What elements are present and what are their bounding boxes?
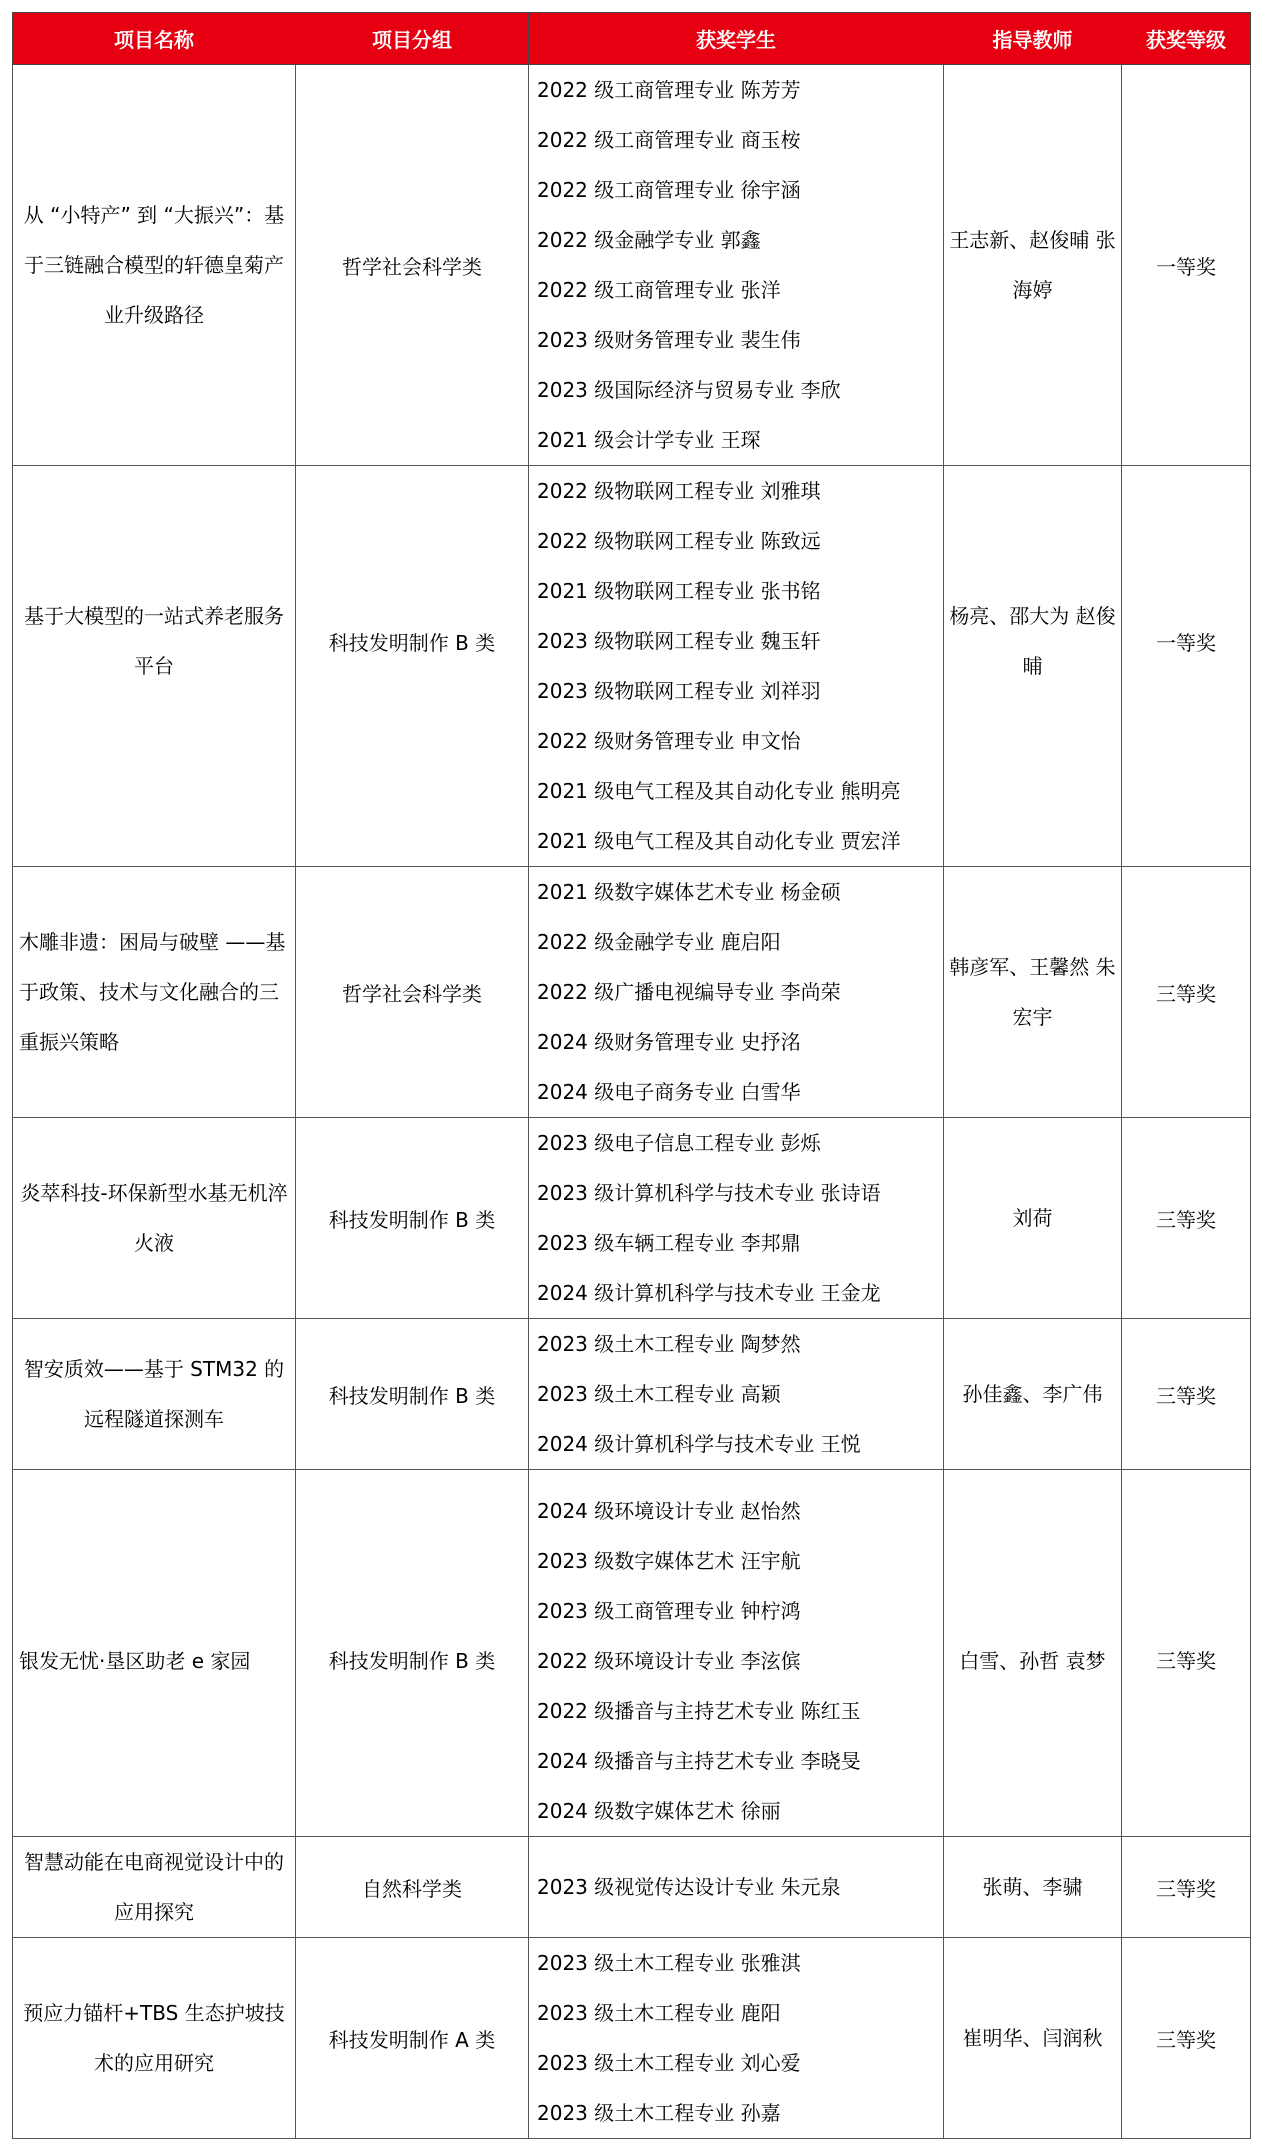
student: 2023 级土木工程专业 高颖 [537, 1382, 781, 1406]
table-row [13, 1470, 1251, 1637]
student: 2022 级工商管理专业 徐宇涵 [537, 178, 801, 202]
empty-cell [1122, 1470, 1251, 1637]
student: 2021 级电气工程及其自动化专业 熊明亮 [537, 779, 901, 803]
awards-table-container [12, 12, 1250, 2139]
table-row-continuation [13, 816, 1251, 867]
teacher: 崔明华、闫润秋 [944, 1938, 1122, 2139]
student: 2022 级广播电视编导专业 李尚荣 [537, 980, 841, 1004]
project-group: 科技发明制作 B 类 [296, 1636, 529, 1837]
student: 2023 级物联网工程专业 魏玉轩 [537, 629, 821, 653]
project-name: 炎萃科技-环保新型水基无机淬火液 [13, 1118, 296, 1319]
student: 2022 级工商管理专业 张洋 [537, 278, 781, 302]
student: 2023 级工商管理专业 钟柠鸿 [537, 1599, 801, 1623]
student: 2022 级工商管理专业 陈芳芳 [537, 78, 801, 102]
student: 2022 级物联网工程专业 刘雅琪 [537, 479, 821, 503]
project-group: 哲学社会科学类 [296, 65, 529, 466]
table-row [13, 1118, 1251, 1319]
students-cell [529, 1938, 944, 2139]
award-level: 三等奖 [1122, 1938, 1251, 2139]
student: 2024 级电子商务专业 白雪华 [537, 1080, 801, 1104]
student: 2023 级财务管理专业 裴生伟 [537, 328, 801, 352]
student: 2024 级环境设计专业 赵怡然 [537, 1499, 801, 1523]
student: 2024 级计算机科学与技术专业 王金龙 [537, 1281, 881, 1305]
student: 2021 级物联网工程专业 张书铭 [537, 579, 821, 603]
student: 2024 级计算机科学与技术专业 王悦 [537, 1432, 861, 1456]
students-cell [529, 466, 944, 817]
award-level: 三等奖 [1122, 867, 1251, 1118]
table-row [13, 466, 1251, 817]
project-name: 木雕非遗：困局与破壁 ——基于政策、技术与文化融合的三重振兴策略 [13, 867, 296, 1118]
award-level: 一等奖 [1122, 466, 1251, 817]
student: 2023 级土木工程专业 刘心爱 [537, 2051, 801, 2075]
project-group: 科技发明制作 B 类 [296, 466, 529, 817]
header-award-level: 获奖等级 [1122, 13, 1251, 65]
header-row [13, 13, 1251, 65]
table-row [13, 867, 1251, 1118]
project-group: 科技发明制作 B 类 [296, 1118, 529, 1319]
teacher: 白雪、孙哲 袁梦 [944, 1636, 1122, 1837]
award-level: 一等奖 [1122, 65, 1251, 466]
student: 2023 级国际经济与贸易专业 李欣 [537, 378, 841, 402]
student: 2021 级数字媒体艺术专业 杨金硕 [537, 880, 841, 904]
teacher: 孙佳鑫、李广伟 [944, 1319, 1122, 1470]
student: 2022 级物联网工程专业 陈致远 [537, 529, 821, 553]
teacher: 韩彦军、王馨然 朱宏宇 [944, 867, 1122, 1118]
student: 2023 级计算机科学与技术专业 张诗语 [537, 1181, 881, 1205]
header-project-name: 项目名称 [13, 13, 296, 65]
table-row [13, 1938, 1251, 2139]
project-name: 基于大模型的一站式养老服务平台 [13, 466, 296, 817]
student: 2021 级电气工程及其自动化专业 贾宏洋 [537, 829, 901, 853]
project-group: 哲学社会科学类 [296, 867, 529, 1118]
student: 2023 级土木工程专业 陶梦然 [537, 1332, 801, 1356]
student: 2023 级土木工程专业 鹿阳 [537, 2001, 781, 2025]
awards-table [12, 12, 1251, 2139]
empty-cell [296, 1470, 529, 1637]
teacher: 张萌、李骕 [944, 1837, 1122, 1938]
student: 2024 级播音与主持艺术专业 李晓旻 [537, 1749, 861, 1773]
table-row [13, 1319, 1251, 1470]
students-cell [529, 1118, 944, 1319]
empty-cell [944, 816, 1122, 867]
empty-cell [296, 816, 529, 867]
header-students: 获奖学生 [529, 13, 944, 65]
project-group: 科技发明制作 A 类 [296, 1938, 529, 2139]
empty-cell [944, 1470, 1122, 1637]
table-row-continuation [13, 1636, 1251, 1837]
student: 2023 级土木工程专业 张雅淇 [537, 1951, 801, 1975]
students-cell [529, 1470, 944, 1637]
project-group: 自然科学类 [296, 1837, 529, 1938]
project-name: 预应力锚杆+TBS 生态护坡技术的应用研究 [13, 1938, 296, 2139]
student: 2022 级环境设计专业 李泫傧 [537, 1649, 801, 1673]
empty-cell [1122, 816, 1251, 867]
project-name: 银发无忧·垦区助老 e 家园 [13, 1636, 296, 1837]
award-level: 三等奖 [1122, 1118, 1251, 1319]
award-level: 三等奖 [1122, 1636, 1251, 1837]
empty-cell [13, 816, 296, 867]
students-cell [529, 65, 944, 466]
students-cell [529, 816, 944, 867]
header-project-group: 项目分组 [296, 13, 529, 65]
award-level: 三等奖 [1122, 1319, 1251, 1470]
student: 2021 级会计学专业 王琛 [537, 428, 761, 452]
student: 2023 级物联网工程专业 刘祥羽 [537, 679, 821, 703]
student: 2022 级工商管理专业 商玉桉 [537, 128, 801, 152]
student: 2023 级数字媒体艺术 汪宇航 [537, 1549, 801, 1573]
header-teacher: 指导教师 [944, 13, 1122, 65]
project-group: 科技发明制作 B 类 [296, 1319, 529, 1470]
table-row [13, 65, 1251, 466]
project-name: 智慧动能在电商视觉设计中的应用探究 [13, 1837, 296, 1938]
student: 2024 级财务管理专业 史抒洺 [537, 1030, 801, 1054]
student: 2022 级播音与主持艺术专业 陈红玉 [537, 1699, 861, 1723]
student: 2023 级视觉传达设计专业 朱元泉 [537, 1875, 841, 1899]
students-cell [529, 1837, 944, 1938]
student: 2022 级金融学专业 鹿启阳 [537, 930, 781, 954]
student: 2023 级土木工程专业 孙嘉 [537, 2101, 781, 2125]
table-row [13, 1837, 1251, 1938]
teacher: 杨亮、邵大为 赵俊晡 [944, 466, 1122, 817]
project-name: 智安质效——基于 STM32 的远程隧道探测车 [13, 1319, 296, 1470]
students-cell [529, 1319, 944, 1470]
empty-cell [13, 1470, 296, 1637]
student: 2022 级财务管理专业 申文怡 [537, 729, 801, 753]
student: 2022 级金融学专业 郭鑫 [537, 228, 761, 252]
student: 2024 级数字媒体艺术 徐丽 [537, 1799, 781, 1823]
project-name: 从 “小特产” 到 “大振兴”：基于三链融合模型的轩德皇菊产业升级路径 [13, 65, 296, 466]
student: 2023 级电子信息工程专业 彭烁 [537, 1131, 821, 1155]
teacher: 刘荷 [944, 1118, 1122, 1319]
students-cell [529, 1636, 944, 1837]
student: 2023 级车辆工程专业 李邦鼎 [537, 1231, 801, 1255]
award-level: 三等奖 [1122, 1837, 1251, 1938]
students-cell [529, 867, 944, 1118]
teacher: 王志新、赵俊晡 张海婷 [944, 65, 1122, 466]
